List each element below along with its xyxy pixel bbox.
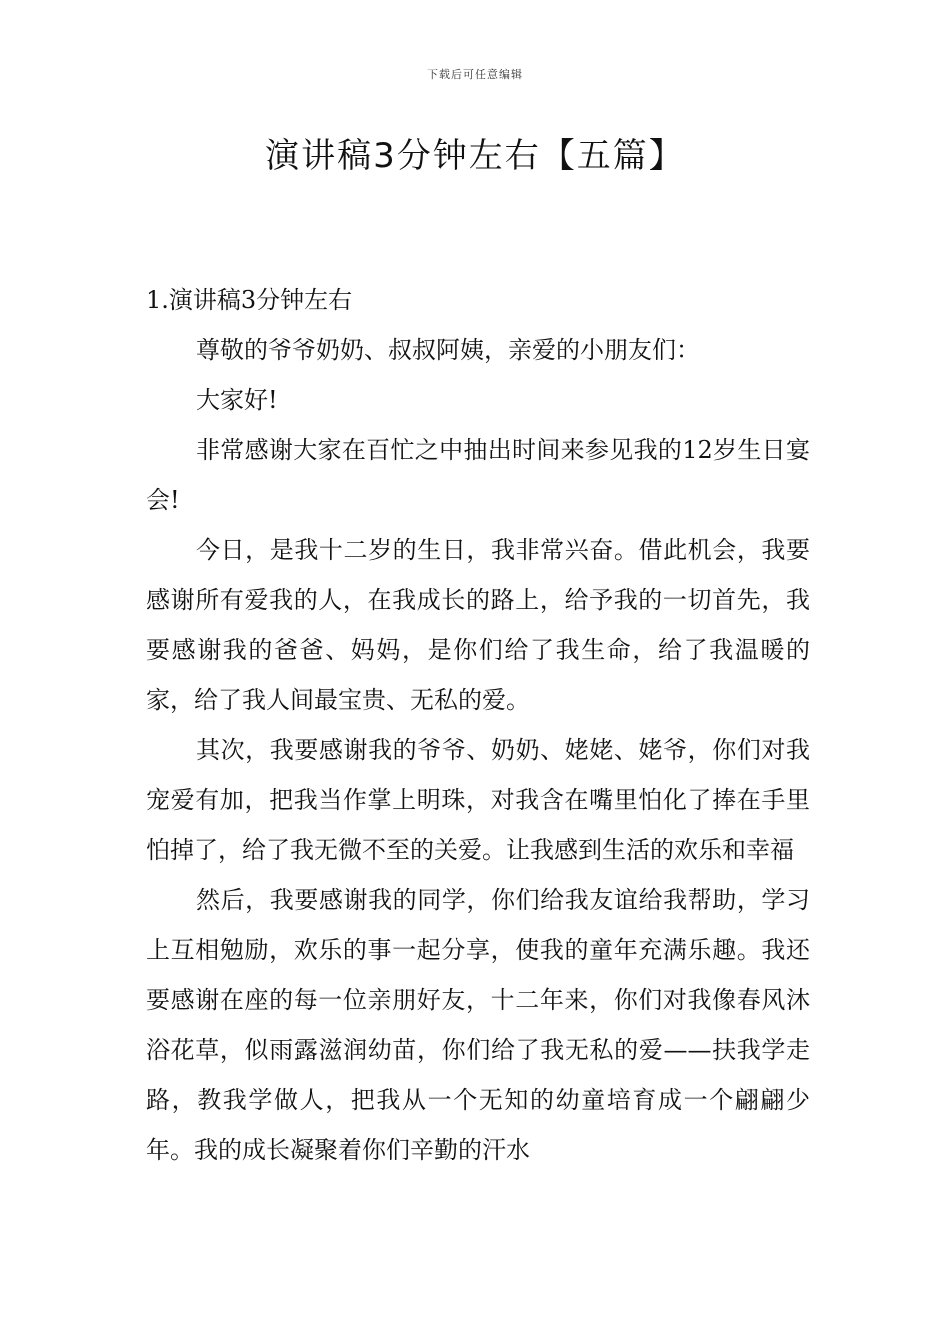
section-heading: 1.演讲稿3分钟左右: [146, 286, 353, 314]
paragraph-hello: 大家好!: [196, 386, 278, 414]
document-body: [146, 275, 810, 1175]
paragraph-thanks-grandparents: 其次，我要感谢我的爷爷、奶奶、姥姥、姥爷，你们对我宠爱有加，把我当作掌上明珠，对我含在嘴里怕化了捧在手里怕掉了，给了我无微不至的关爱。让我感到生活的欢乐和幸福: [146, 736, 810, 864]
paragraph-greeting-audience: 尊敬的爷爷奶奶、叔叔阿姨，亲爱的小朋友们：: [196, 336, 700, 364]
document-title: 演讲稿3分钟左右【五篇】: [265, 136, 685, 176]
paragraph-thanks-parents: 今日，是我十二岁的生日，我非常兴奋。借此机会，我要感谢所有爱我的人，在我成长的路上，给予我的一切首先，我要感谢我的爸爸、妈妈，是你们给了我生命，给了我温暖的家，给了我人间最宝贵、无私的爱。: [146, 536, 810, 714]
header-note: 下载后可任意编辑: [427, 68, 523, 81]
paragraph-thanks-attendance: 非常感谢大家在百忙之中抽出时间来参见我的12岁生日宴会!: [146, 436, 810, 514]
paragraph-thanks-classmates: 然后，我要感谢我的同学，你们给我友谊给我帮助，学习上互相勉励，欢乐的事一起分享，使我的童年充满乐趣。我还要感谢在座的每一位亲朋好友，十二年来，你们对我像春风沐浴花草，似雨露滋润幼苗，你们给了我无私的爱——扶我学走路，教我学做人，把我从一个无知的幼童培育成一个翩翩少年。我的成长凝聚着你们辛勤的汗水: [146, 886, 810, 1164]
